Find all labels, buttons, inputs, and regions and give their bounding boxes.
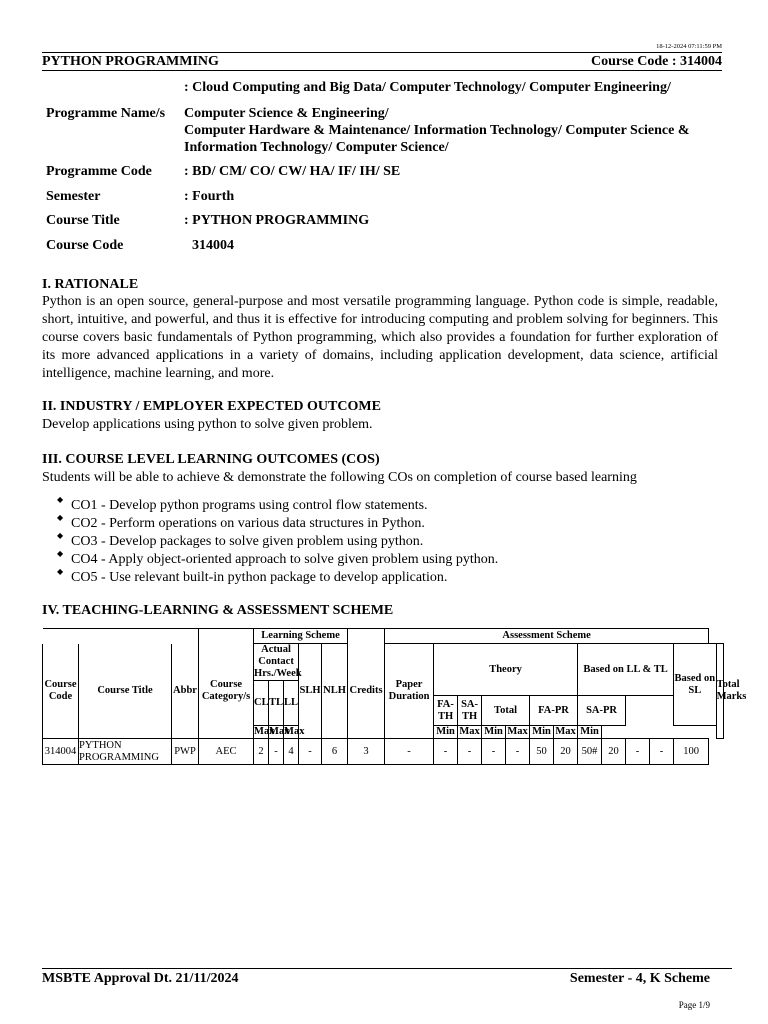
cell-slh: -	[299, 739, 322, 765]
cell-sa-pr-max: 50#	[578, 739, 602, 765]
cell-total-marks: 100	[674, 739, 709, 765]
cell-fa-pr-min: 20	[554, 739, 578, 765]
min-header: Min	[482, 726, 506, 739]
bullet-icon: ◆	[57, 531, 64, 540]
credits-header: Credits	[348, 644, 385, 739]
cell-sa-th: -	[458, 739, 482, 765]
list-item	[42, 515, 498, 533]
industry-title: II. INDUSTRY / EMPLOYER EXPECTED OUTCOME	[42, 399, 381, 414]
course-code-value: 314004	[192, 238, 234, 253]
paper-duration-header: Paper Duration	[385, 644, 434, 739]
co-text: CO1 - Develop python programs using control flow statements.	[71, 498, 428, 513]
list-item	[42, 497, 498, 515]
slh-header: SLH	[299, 644, 322, 739]
blank-corner	[43, 629, 199, 644]
cos-list	[42, 497, 498, 587]
co-text: CO3 - Develop packages to solve given problem using python.	[71, 534, 424, 549]
page-number: Page 1/9	[678, 1000, 710, 1010]
max-header: Max	[254, 726, 275, 737]
semester-value: : Fourth	[184, 189, 235, 204]
scheme-title: IV. TEACHING-LEARNING & ASSESSMENT SCHEME	[42, 603, 394, 618]
theory-header: Theory	[434, 644, 578, 696]
fa-th-header: FA-TH	[434, 696, 458, 726]
course-name-header: PYTHON PROGRAMMING	[42, 53, 219, 69]
sa-th-header: SA-TH	[458, 696, 482, 726]
semester-label: Semester	[46, 189, 101, 204]
cell-abbr: PWP	[172, 739, 199, 765]
tl-header: TL	[269, 681, 284, 726]
bullet-icon: ◆	[57, 549, 64, 558]
programme-name-line2: Computer Hardware & Maintenance/ Information Technology/ Computer Science &	[184, 123, 690, 138]
fa-pr-header: FA-PR	[530, 696, 578, 726]
max-header: Max	[459, 726, 480, 737]
cell-total-min: -	[506, 739, 530, 765]
cell-ll: 4	[284, 739, 299, 765]
cell-fa-th: -	[434, 739, 458, 765]
min-header: Min	[530, 726, 554, 739]
page-footer	[42, 968, 732, 987]
cell-tl: -	[269, 739, 284, 765]
actual-contact-header: Actual Contact Hrs./Week	[254, 644, 302, 679]
programme-code-label: Programme Code	[46, 164, 152, 179]
print-timestamp: 18-12-2024 07:11:59 PM	[656, 43, 722, 50]
table-row	[43, 739, 724, 765]
cell-credits: 3	[348, 739, 385, 765]
abbr-header: Abbr	[172, 644, 199, 739]
approval-date: MSBTE Approval Dt. 21/11/2024	[42, 971, 239, 986]
rationale-text: Python is an open source, general-purpose and most versatile programming language. Python code is simple, readable, short, intuitive, and powerful, and thus it is effective for introducing computing and problem solving for beginners. This course covers basic fundamentals of Python programming, which also provides a foundation for further exploration of its more advanced applications in a variety of domains, including application development, data science, artificial intelligence, machine learning, and more.	[42, 294, 718, 381]
programme-name-label: Programme Name/s	[46, 106, 166, 121]
programme-code-value: : BD/ CM/ CO/ CW/ HA/ IF/ IH/ SE	[184, 164, 401, 179]
based-ll-tl-header: Based on LL & TL	[578, 644, 674, 696]
cell-total-max: -	[482, 739, 506, 765]
programme-line1: : Cloud Computing and Big Data/ Computer Technology/ Computer Engineering/	[184, 80, 671, 95]
co-text: CO5 - Use relevant built-in python package to develop application.	[71, 570, 448, 585]
sa-pr-header: SA-PR	[578, 696, 626, 726]
max-header: Max	[507, 726, 528, 737]
total-marks-header: Total Marks	[716, 644, 723, 739]
cell-category: AEC	[199, 739, 254, 765]
min-header: Min	[434, 726, 458, 739]
cell-course-title: PYTHON PROGRAMMING	[79, 739, 172, 765]
learning-scheme-header: Learning Scheme	[254, 629, 348, 644]
page-header	[42, 52, 722, 71]
max-header: Max	[269, 726, 290, 737]
cell-nlh: 6	[322, 739, 348, 765]
nlh-header: NLH	[322, 644, 348, 739]
programme-name-line1: Computer Science & Engineering/	[184, 106, 389, 121]
course-title-label: Course Title	[46, 213, 120, 228]
max-header: Max	[284, 726, 305, 737]
cos-title: III. COURSE LEVEL LEARNING OUTCOMES (COS)	[42, 452, 380, 467]
category-header: Course Category/s	[199, 644, 254, 739]
cell-sla-min: -	[650, 739, 674, 765]
assessment-scheme-header: Assessment Scheme	[385, 629, 709, 644]
bullet-icon: ◆	[57, 495, 64, 504]
course-title-value: : PYTHON PROGRAMMING	[184, 213, 370, 228]
rationale-title: I. RATIONALE	[42, 277, 139, 292]
industry-text: Develop applications using python to solve given problem.	[42, 417, 373, 432]
bullet-icon: ◆	[57, 567, 64, 576]
cell-sla-max: -	[626, 739, 650, 765]
list-item	[42, 551, 498, 569]
course-code-label: Course Code	[46, 238, 124, 253]
based-sl-header: Based on SL	[674, 644, 717, 726]
blank-cell	[199, 629, 254, 644]
course-code-header: Course Code	[43, 644, 79, 739]
total-header: Total	[482, 696, 530, 726]
co-text: CO2 - Perform operations on various data structures in Python.	[71, 516, 425, 531]
min-header: Min	[578, 726, 602, 739]
programme-name-line3: Information Technology/ Computer Science/	[184, 140, 449, 155]
list-item	[42, 533, 498, 551]
semester-scheme: Semester - 4, K Scheme	[569, 971, 710, 986]
cell-paper-duration: -	[385, 739, 434, 765]
blank-cell	[348, 629, 385, 644]
cl-header: CL	[254, 681, 269, 726]
cos-intro: Students will be able to achieve & demonstrate the following COs on completion of course based learning	[42, 470, 637, 485]
cell-fa-pr-max: 50	[530, 739, 554, 765]
ll-header: LL	[284, 681, 299, 726]
cell-course-code: 314004	[43, 739, 79, 765]
course-code-header: Course Code : 314004	[590, 53, 722, 69]
scheme-table	[42, 628, 747, 765]
max-header: Max	[555, 726, 576, 737]
cell-cl: 2	[254, 739, 269, 765]
cell-sa-pr-min: 20	[602, 739, 626, 765]
co-text: CO4 - Apply object-oriented approach to solve given problem using python.	[71, 552, 499, 567]
bullet-icon: ◆	[57, 513, 64, 522]
course-title-header: Course Title	[79, 644, 172, 739]
list-item	[42, 569, 498, 587]
